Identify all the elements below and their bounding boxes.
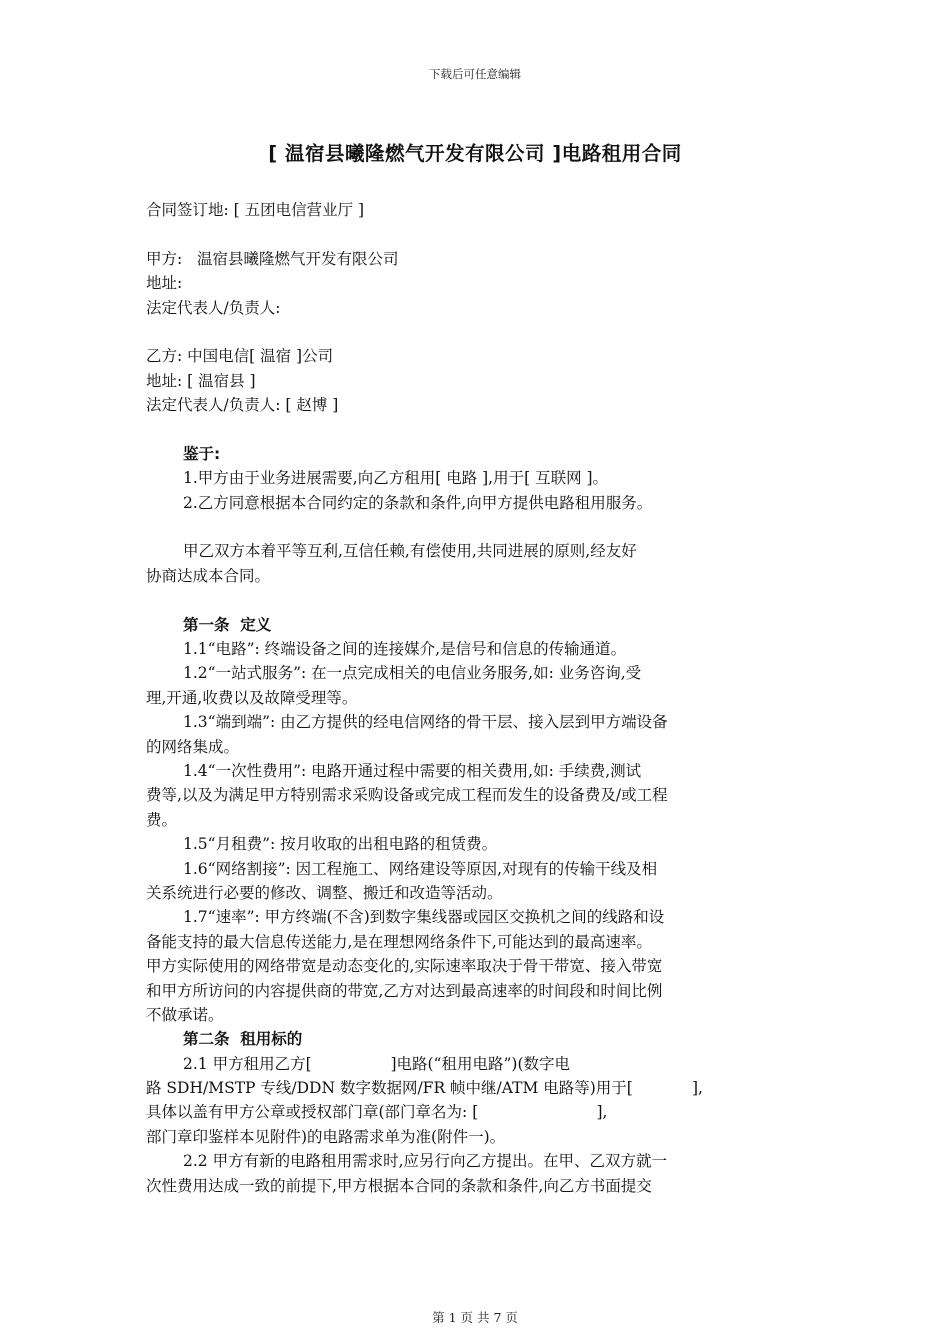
clause-1-4-line-1: 1.4“一次性费用”: 电路开通过程中需要的相关费用,如: 手续费,测试 <box>183 761 642 780</box>
clause-2-1-line-3: 具体以盖有甲方公章或授权部门章(部门章名为: [ ], <box>146 1103 608 1122</box>
clause-1-1: 1.1“电路”: 终端设备之间的连接媒介,是信号和信息的传输通道。 <box>183 640 627 659</box>
clause-1-4-line-3: 费。 <box>146 810 178 829</box>
clause-1-6-line-1: 1.6“网络割接”: 因工程施工、网络建设等原因,对现有的传输干线及相 <box>183 859 658 878</box>
clause-1-4-line-2: 费等,以及为满足甲方特别需求采购设备或完成工程而发生的设备费及/或工程 <box>146 786 668 805</box>
agreement-line-1: 甲乙双方本着平等互利,互信任赖,有偿使用,共同进展的原则,经友好 <box>183 542 637 561</box>
party-b-name: 乙方: 中国电信[ 温宿 ]公司 <box>146 347 334 366</box>
clause-2-1-line-2: 路 SDH/MSTP 专线/DDN 数字数据网/FR 帧中继/ATM 电路等)用于[ ], <box>146 1079 703 1098</box>
clause-1-7-line-2: 备能支持的最大信息传送能力,是在理想网络条件下,可能达到的最高速率。 <box>146 932 652 951</box>
recital-item-2: 2.乙方同意根据本合同约定的条款和条件,向甲方提供电路租用服务。 <box>183 493 653 512</box>
recitals-heading: 鉴于: <box>183 444 221 463</box>
party-a-address: 地址: <box>146 274 183 293</box>
clause-1-3-line-2: 的网络集成。 <box>146 737 240 756</box>
party-b-representative: 法定代表人/负责人: [ 赵博 ] <box>146 396 339 415</box>
document-title: [ 温宿县曦隆燃气开发有限公司 ]电路租用合同 <box>268 142 682 165</box>
clause-1-2-line-1: 1.2“一站式服务”: 在一点完成相关的电信业务服务,如: 业务咨询,受 <box>183 664 642 683</box>
clause-1-7-line-3: 甲方实际使用的网络带宽是动态变化的,实际速率取决于骨干带宽、接入带宽 <box>146 957 663 976</box>
clause-1-7-line-4: 和甲方所访问的内容提供商的带宽,乙方对达到最高速率的时间段和时间比例 <box>146 981 663 1000</box>
article-1-heading: 第一条 定义 <box>183 615 272 634</box>
party-a-name: 甲方: 温宿县曦隆燃气开发有限公司 <box>146 249 399 268</box>
page-header-note: 下载后可任意编辑 <box>429 67 521 81</box>
clause-1-7-line-1: 1.7“速率”: 甲方终端(不含)到数字集线器或园区交换机之间的线路和设 <box>183 908 665 927</box>
recital-item-1: 1.甲方由于业务进展需要,向乙方租用[ 电路 ],用于[ 互联网 ]。 <box>183 469 609 488</box>
clause-1-6-line-2: 关系统进行必要的修改、调整、搬迁和改造等活动。 <box>146 883 503 902</box>
clause-1-3-line-1: 1.3“端到端”: 由乙方提供的经电信网络的骨干层、接入层到甲方端设备 <box>183 713 668 732</box>
signing-place: 合同签订地: [ 五团电信营业厅 ] <box>146 201 365 219</box>
party-a-representative: 法定代表人/负责人: <box>146 298 281 317</box>
document-body <box>146 198 808 1198</box>
clause-2-1-line-1: 2.1 甲方租用乙方[ ]电路(“租用电路”)(数字电 <box>183 1054 570 1073</box>
clause-2-2-line-2: 次性费用达成一致的前提下,甲方根据本合同的条款和条件,向乙方书面提交 <box>146 1176 652 1195</box>
clause-2-2-line-1: 2.2 甲方有新的电路租用需求时,应另行向乙方提出。在甲、乙双方就一 <box>183 1152 668 1171</box>
agreement-line-2: 协商达成本合同。 <box>146 566 271 585</box>
page-footer: 第 1 页 共 7 页 <box>432 1310 518 1325</box>
clause-1-5: 1.5“月租费”: 按月收取的出租电路的租赁费。 <box>183 835 498 854</box>
clause-2-1-line-4: 部门章印鉴样本见附件)的电路需求单为准(附件一)。 <box>146 1127 506 1146</box>
clause-1-7-line-5: 不做承诺。 <box>146 1005 224 1024</box>
article-2-heading: 第二条 租用标的 <box>183 1030 303 1049</box>
party-b-address: 地址: [ 温宿县 ] <box>146 371 256 390</box>
clause-1-2-line-2: 理,开通,收费以及故障受理等。 <box>146 688 358 707</box>
